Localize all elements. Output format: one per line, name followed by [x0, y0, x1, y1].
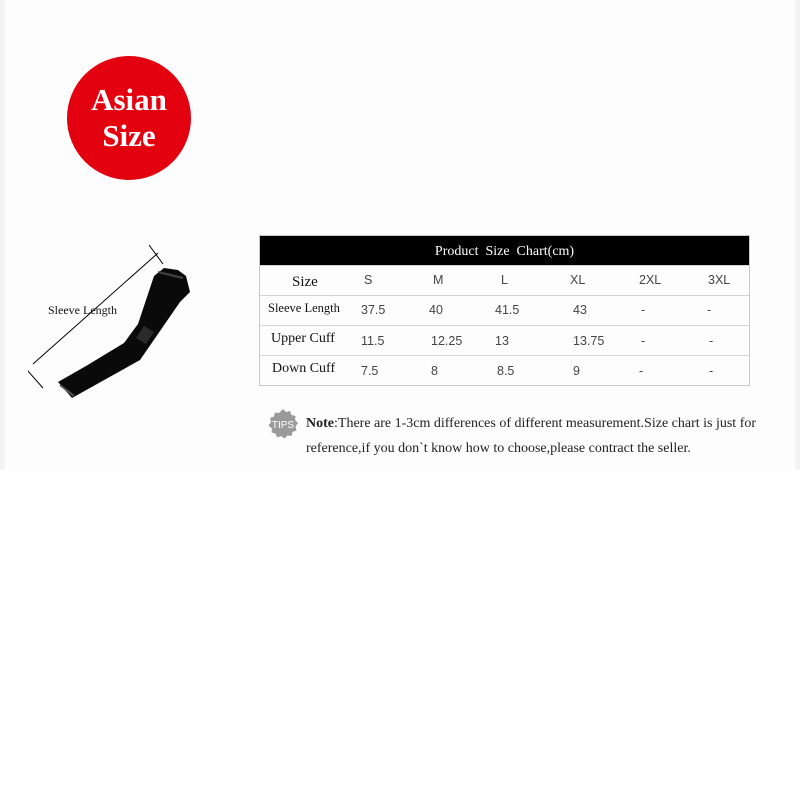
panel-edge-right — [795, 0, 800, 470]
header-size-3xl: 3XL — [708, 273, 731, 287]
header-size-xl: XL — [570, 273, 586, 287]
dimension-tick-top — [149, 245, 163, 264]
table-cell: - — [707, 303, 712, 317]
note-body: :There are 1-3cm differences of different measurement.Size chart is just for reference,if you don`t know how to choose,please contract the seller. — [306, 416, 757, 456]
row-label: Upper Cuff — [271, 331, 335, 346]
header-size-l: L — [501, 273, 508, 287]
asian-size-badge — [67, 56, 191, 180]
panel-edge-left — [0, 0, 5, 470]
note-label: Note — [306, 416, 334, 431]
table-cell: 8.5 — [497, 364, 515, 378]
table-row — [260, 355, 749, 385]
row-label: Down Cuff — [272, 361, 336, 376]
table-cell: 41.5 — [495, 303, 520, 317]
table-row — [260, 325, 749, 355]
tips-icon-text: TIPS — [271, 420, 295, 431]
row-label: Sleeve Length — [268, 301, 340, 315]
sleeve-shape — [58, 268, 190, 398]
table-cell: - — [641, 334, 646, 348]
header-size-2xl: 2XL — [639, 273, 662, 287]
table-cell: 12.25 — [431, 334, 463, 348]
table-cell: 13 — [495, 334, 509, 348]
size-chart-table — [259, 235, 750, 386]
table-cell: 9 — [573, 364, 580, 378]
chart-title: Product Size Chart(cm) — [260, 236, 749, 265]
badge-line-2: Size — [102, 118, 156, 153]
table-header-row — [260, 265, 749, 295]
table-cell: 11.5 — [361, 334, 385, 348]
header-size-m: M — [433, 273, 444, 287]
table-row — [260, 295, 749, 325]
table-cell: 37.5 — [361, 303, 386, 317]
header-size-label: Size — [292, 274, 318, 290]
table-cell: - — [639, 364, 644, 378]
table-cell: 7.5 — [361, 364, 379, 378]
table-cell: 40 — [429, 303, 443, 317]
table-cell: - — [709, 334, 714, 348]
sleeve-length-label: Sleeve Length — [48, 303, 117, 317]
badge-line-1: Asian — [91, 82, 167, 117]
note-text — [306, 411, 786, 461]
tips-icon — [267, 408, 299, 440]
table-cell: - — [709, 364, 714, 378]
table-cell: - — [641, 303, 646, 317]
table-cell: 8 — [431, 364, 438, 378]
arm-sleeve-illustration — [28, 240, 208, 410]
table-cell: 13.75 — [573, 334, 605, 348]
dimension-tick-bottom — [28, 370, 43, 388]
table-cell: 43 — [573, 303, 587, 317]
header-size-s: S — [364, 273, 373, 287]
